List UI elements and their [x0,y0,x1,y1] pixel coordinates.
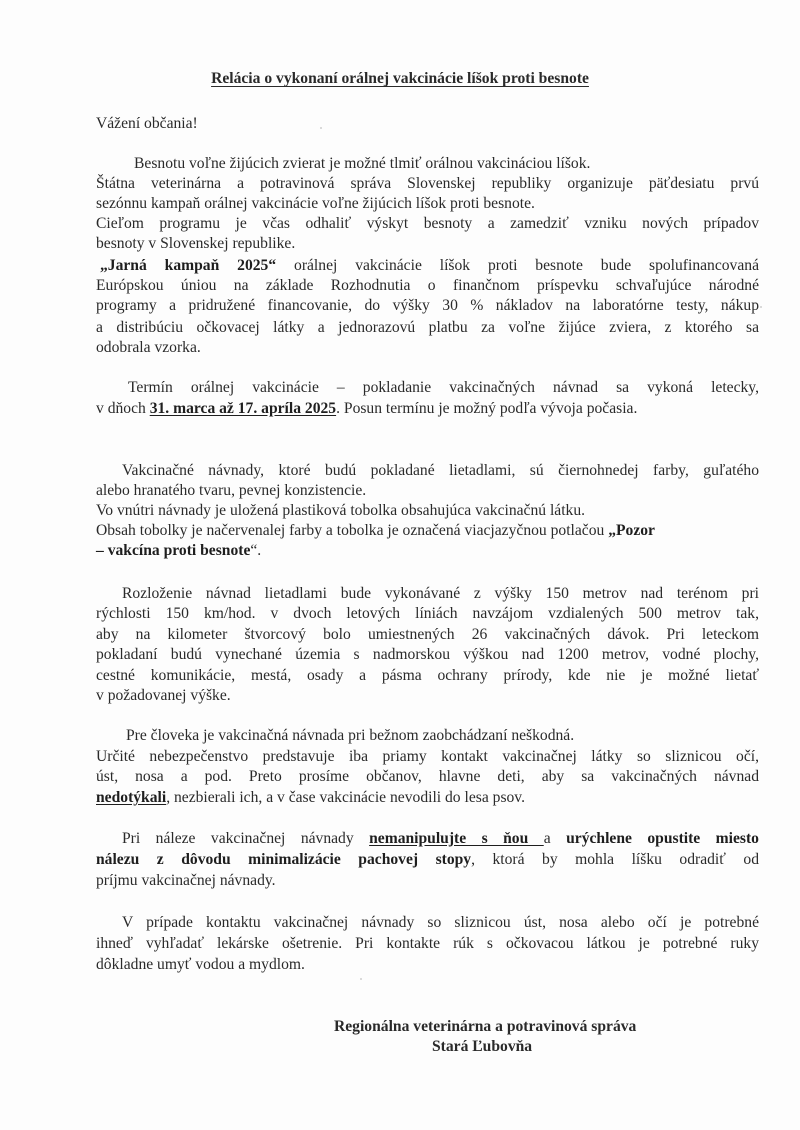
text-line: programy a pridružené financovanie, do výšky 30 % nákladov na laboratórne testy, nákup [96,297,759,314]
text-line: alebo hranatého tvaru, pevnej konzistencie. [96,482,367,499]
text-line: pokladaní budú vynechané územia s nadmorskou výškou nad 1200 metrov, vodné plochy, [96,646,759,663]
text-line: Pri náleze vakcinačnej návnady nemanipulujte s ňou a urýchlene opustite miesto [122,830,759,847]
text-line: úst, nosa a pod. Preto prosíme občanov, hlavne deti, aby sa vakcinačných návnad [96,768,759,785]
vaccination-dates: 31. marca až 17. apríla 2025 [149,400,337,417]
text-line: v požadovanej výške. [96,687,231,704]
text-line: Štátna veterinárna a potravinová správa Slovenskej republiky organizuje päťdesiatu prvú [96,175,759,192]
text-line: a distribúciu očkovacej látky a jednorazovú platbu za voľne žijúce zviera, z ktorého sa [96,319,759,336]
text-line: ihneď vyhľadať lekárske ošetrenie. Pri kontakte rúk s očkovacou látkou je potrebné ruky [96,935,759,952]
scan-speck [320,127,322,129]
text-line: Pre človeka je vakcinačná návnada pri bežnom zaobchádzaní neškodná. [126,727,575,744]
signature-city: Stará Ľubovňa [432,1038,533,1055]
text-line: besnoty v Slovenskej republike. [96,235,296,252]
text-line: nedotýkali, nezbierali ich, a v čase vakcinácie nevodili do lesa psov. [96,789,525,806]
text-line: odobrala vzorka. [96,339,201,356]
text-line: Cieľom programu je včas odhaliť výskyt besnoty a zamedziť vzniku nových prípadov [96,215,759,232]
campaign-name: „Jarná kampaň 2025“ [100,257,277,274]
text-line: dôkladne umyť vodou a mydlom. [96,956,305,973]
text-line: Vakcinačné návnady, ktoré budú pokladané lietadlami, sú čiernohnedej farby, guľatého [122,462,759,479]
salutation: Vážení občania! [96,115,198,132]
text-line: nálezu z dôvodu minimalizácie pachovej stopy, ktorá by mohla líšku odradiť od [96,851,759,868]
text-line: príjmu vakcinačnej návnady. [96,872,276,889]
warning-do-not-handle: nemanipulujte s ňou [369,830,544,847]
text-line: Vo vnútri návnady je uložená plastiková tobolka obsahujúca vakcinačnú látku. [96,502,586,519]
text-line: rýchlosti 150 km/hod. v dvoch letových líniách navzájom vzdialených 500 metrov tak, [96,605,759,622]
text-line: Termín orálnej vakcinácie – pokladanie vakcinačných návnad sa vykoná letecky, [128,379,759,396]
text-line: V prípade kontaktu vakcinačnej návnady so sliznicou úst, nosa alebo očí je potrebné [122,914,759,931]
text-line: cestné komunikácie, mestá, osady a pásma ochrany prírody, kde nie je možné lietať [96,667,759,684]
capsule-label: – vakcína proti besnote [96,542,251,559]
text-line: Európskou úniou na základe Rozhodnutia o finančnom príspevku schvaľujúce národné [96,277,759,294]
text-line: Určité nebezpečenstvo predstavuje iba priamy kontakt vakcinačnej látky so sliznicou očí, [96,748,759,765]
warning-do-not-touch: nedotýkali [96,789,167,806]
signature-organization: Regionálna veterinárna a potravinová správa [334,1018,637,1035]
text-line: v dňoch 31. marca až 17. apríla 2025. Posun termínu je možný podľa vývoja počasia. [96,400,638,417]
text-line: Rozloženie návnad lietadlami bude vykonávané z výšky 150 metrov nad terénom pri [122,585,759,602]
text-line: – vakcína proti besnote“. [96,542,262,559]
text-line: sezónnu kampaň orálnej vakcinácie voľne žijúcich líšok proti besnote. [96,195,535,212]
text-line: aby na kilometer štvorcový bolo umiestnených 26 vakcinačných dávok. Pri leteckom [96,626,759,643]
text-line: „Jarná kampaň 2025“ orálnej vakcinácie líšok proti besnote bude spolufinancovaná [100,257,759,274]
text-line: Besnotu voľne žijúcich zvierat je možné tlmiť orálnou vakcináciou líšok. [134,155,591,172]
scan-speck [360,978,362,980]
scan-speck [760,306,762,308]
document-title: Relácia o vykonaní orálnej vakcinácie líšok proti besnote [211,70,589,87]
text-line: Obsah tobolky je načervenalej farby a tobolka je označená viacjazyčnou potlačou „Pozor [96,522,655,539]
